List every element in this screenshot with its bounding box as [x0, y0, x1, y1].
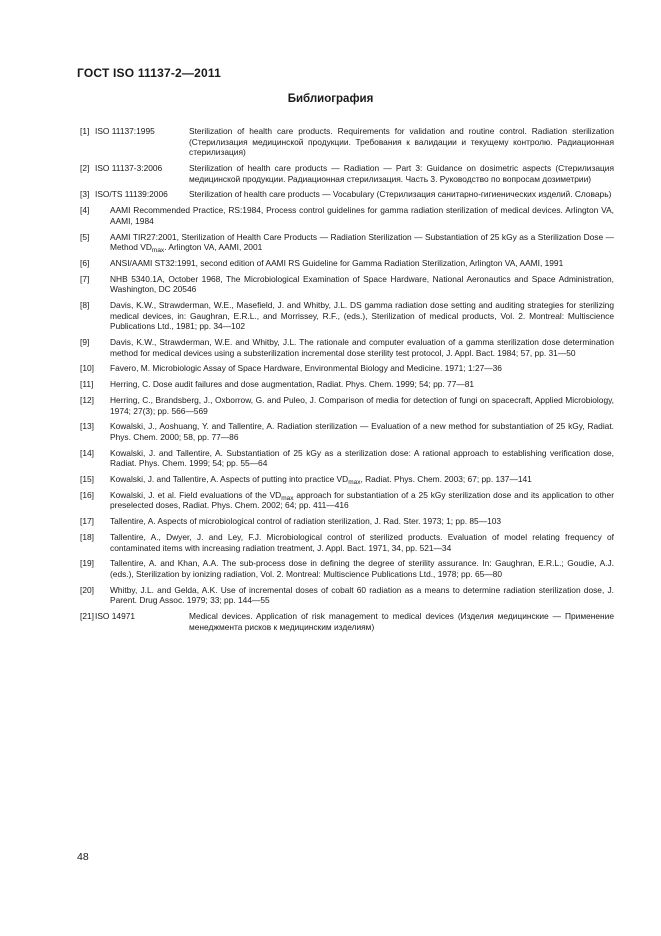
reference-number: [16] [80, 489, 94, 500]
reference-number: [10] [80, 363, 94, 374]
reference-number: [7] [80, 273, 90, 284]
reference-number: [4] [80, 205, 90, 216]
reference-item [80, 379, 614, 390]
reference-number: [6] [80, 257, 90, 268]
reference-text [110, 232, 614, 253]
reference-number: [9] [80, 337, 90, 347]
reference-standard-code: ISO/TS 11139:2006 [95, 189, 168, 200]
reference-text: Favero, M. Microbiologic Assay of Space Hardware, Environmental Biology and Medicine. 1971; 1:27—36 [110, 363, 502, 374]
reference-item [80, 163, 614, 184]
reference-item [80, 258, 614, 269]
reference-text-part: AAMI TIR27:2001, Sterilization of Health Care Products — Radiation Sterilization — Substantiation of 25 kGy as a Sterilization Dose — Method VD [110, 231, 614, 253]
reference-text-part: Kowalski, J. and Tallentire, A. Aspects of putting into practice VD [110, 474, 349, 485]
reference-item [80, 205, 614, 226]
reference-item [80, 532, 614, 553]
reference-number: [5] [80, 231, 90, 242]
reference-text: AAMI Recommended Practice, RS:1984, Process control guidelines for gamma radiation sterilization of medical devices. Arlington VA, AAMI, 1984 [110, 205, 614, 226]
reference-number: [17] [80, 516, 94, 527]
reference-item [80, 516, 614, 527]
reference-item [80, 363, 614, 374]
reference-item [80, 611, 614, 632]
reference-text: Tallentire, A., Dwyer, J. and Ley, F.J. Microbiological control of sterilized products. Evaluation of model relating frequency of contaminated items with increasing radiation treatment, J. Appl. Bact. 1971, 34, pp. 521—34 [110, 532, 614, 553]
reference-number: [14] [80, 447, 94, 458]
reference-text: Herring, C., Brandsberg, J., Oxborrow, G. and Puleo, J. Comparison of media for detection of fungi on spacecraft, Applied Microbiology, 1974; 27(3); pp. 566—569 [110, 394, 614, 416]
reference-text: Kowalski, J. and Tallentire, A. Substantiation of 25 kGy as a sterilization dose: A rational approach to establishing verification dose, Radiat. Phys. Chem. 1999; 54; pp. 55—64 [110, 447, 614, 469]
subscript-max: max [348, 479, 361, 487]
reference-number: [13] [80, 421, 94, 432]
reference-number: [20] [80, 584, 94, 595]
reference-standard-code: ISO 14971 [95, 611, 136, 622]
reference-item [80, 490, 614, 511]
reference-item [80, 126, 614, 158]
reference-text: Sterilization of health care products. Requirements for validation and routine control. Radiation sterilization (Стерилизация медицинской продукции. Требования к валидации и текущему контролю. Радиационная стерилизация) [189, 126, 614, 158]
reference-text: Sterilization of health care products — Vocabulary (Стерилизация санитарно-гигиенических изделий. Словарь) [189, 189, 612, 200]
reference-text [110, 490, 614, 511]
reference-text-part: approach for substantiation of a 25 kGy sterilization dose and its application to other preselected doses, Radiat. Phys. Chem. 2002; 64; pp. 411—416 [110, 489, 614, 511]
document-code-header: ГОСТ ISO 11137-2—2011 [77, 66, 221, 80]
reference-text-part: . Arlington VA, AAMI, 2001 [164, 242, 263, 253]
reference-text: Kowalski, J., Aoshuang, Y. and Tallentire, A. Radiation sterilization — Evaluation of a new method for substantiation of 25 kGy, Radiat. Phys. Chem. 2000; 58, pp. 77—86 [110, 421, 614, 442]
reference-text: Davis, K.W., Strawderman, W.E. and Whitby, J.L. The rationale and computer evaluation of a gamma sterilization dose determination method for medical devices using a substerilization incremental dose sterility test protocol, J. Appl. Bact. 1984; 57, pp. 31—50 [110, 337, 614, 358]
subscript-max: max [151, 247, 165, 255]
reference-item [80, 232, 614, 253]
reference-number: [15] [80, 474, 94, 485]
reference-text: NHB 5340.1A, October 1968, The Microbiological Examination of Space Hardware, National Aeronautics and Space Administration, Washington, DC 20546 [110, 273, 614, 295]
reference-item [80, 274, 614, 295]
reference-number: [1] [80, 126, 90, 136]
reference-text: Sterilization of health care products — Radiation — Part 3: Guidance on dosimetric aspects (Стерилизация медицинской продукции. Радиационная стерилизация. Часть 3. Руководство по вопросам дозиметрии) [189, 162, 614, 184]
reference-item [80, 395, 614, 416]
reference-item [80, 558, 614, 579]
reference-number: [11] [80, 379, 94, 390]
reference-text: Davis, K.W., Strawderman, W.E., Masefield, J. and Whitby, J.L. DS gamma radiation dose setting and auditing strategies for sterilizing medical devices, in: Gaughran, E.R.L., and Morrissey, R.F., (eds.), Sterilization of medical products, Vol. 2. Montreal: Multiscience Publications Ltd., 1981; pp. 34—102 [110, 300, 614, 332]
reference-list [80, 126, 614, 638]
reference-item [80, 585, 614, 606]
reference-item [80, 300, 614, 332]
reference-number: [21] [80, 611, 94, 622]
bibliography-title: Библиография [287, 93, 374, 105]
reference-number: [12] [80, 394, 94, 405]
reference-text [110, 474, 614, 485]
reference-text: Whitby, J.L. and Gelda, A.K. Use of incremental doses of cobalt 60 radiation as a means to determine radiation sterilization dose, J. Parent. Drug Assoc. 1979; 33; pp. 144—55 [110, 584, 614, 606]
page-number: 48 [77, 851, 89, 863]
reference-text: Tallentire, A. Aspects of microbiological control of radiation sterilization, J. Rad. Ster. 1973; 1; pp. 85—103 [110, 516, 502, 527]
reference-item [80, 421, 614, 442]
reference-number: [2] [80, 162, 90, 173]
reference-item [80, 448, 614, 469]
reference-number: [8] [80, 300, 90, 311]
subscript-max: max [281, 494, 294, 502]
reference-standard-code: ISO 11137:1995 [95, 126, 155, 136]
reference-item [80, 474, 614, 485]
reference-standard-code: ISO 11137-3:2006 [95, 162, 163, 173]
reference-text: Medical devices. Application of risk management to medical devices (Изделия медицинские — Применение менеджмента рисков к медицинским изделиям) [189, 611, 614, 632]
reference-number: [19] [80, 558, 94, 569]
reference-text: Herring, C. Dose audit failures and dose augmentation, Radiat. Phys. Chem. 1999; 54; pp. 77—81 [110, 379, 475, 390]
reference-text-part: Kowalski, J. et al. Field evaluations of the VD [110, 489, 282, 500]
reference-item [80, 337, 614, 358]
reference-text-part: , Radiat. Phys. Chem. 2003; 67; pp. 137—141 [360, 474, 532, 485]
reference-number: [18] [80, 532, 94, 542]
reference-number: [3] [80, 189, 90, 200]
reference-item [80, 189, 614, 200]
reference-text: Tallentire, A. and Khan, A.A. The sub-process dose in defining the degree of sterility assurance. In: Gaughran, E.R.L.; Goudie, A.J. (eds.), Sterilization by ionizing radiation, Vol. 2. Montreal: Multiscience Publications Ltd., 1978; pp. 65—80 [110, 558, 614, 579]
reference-text: ANSI/AAMI ST32:1991, second edition of AAMI RS Guideline for Gamma Radiation Sterilization, Arlington VA, AAMI, 1991 [110, 257, 564, 268]
